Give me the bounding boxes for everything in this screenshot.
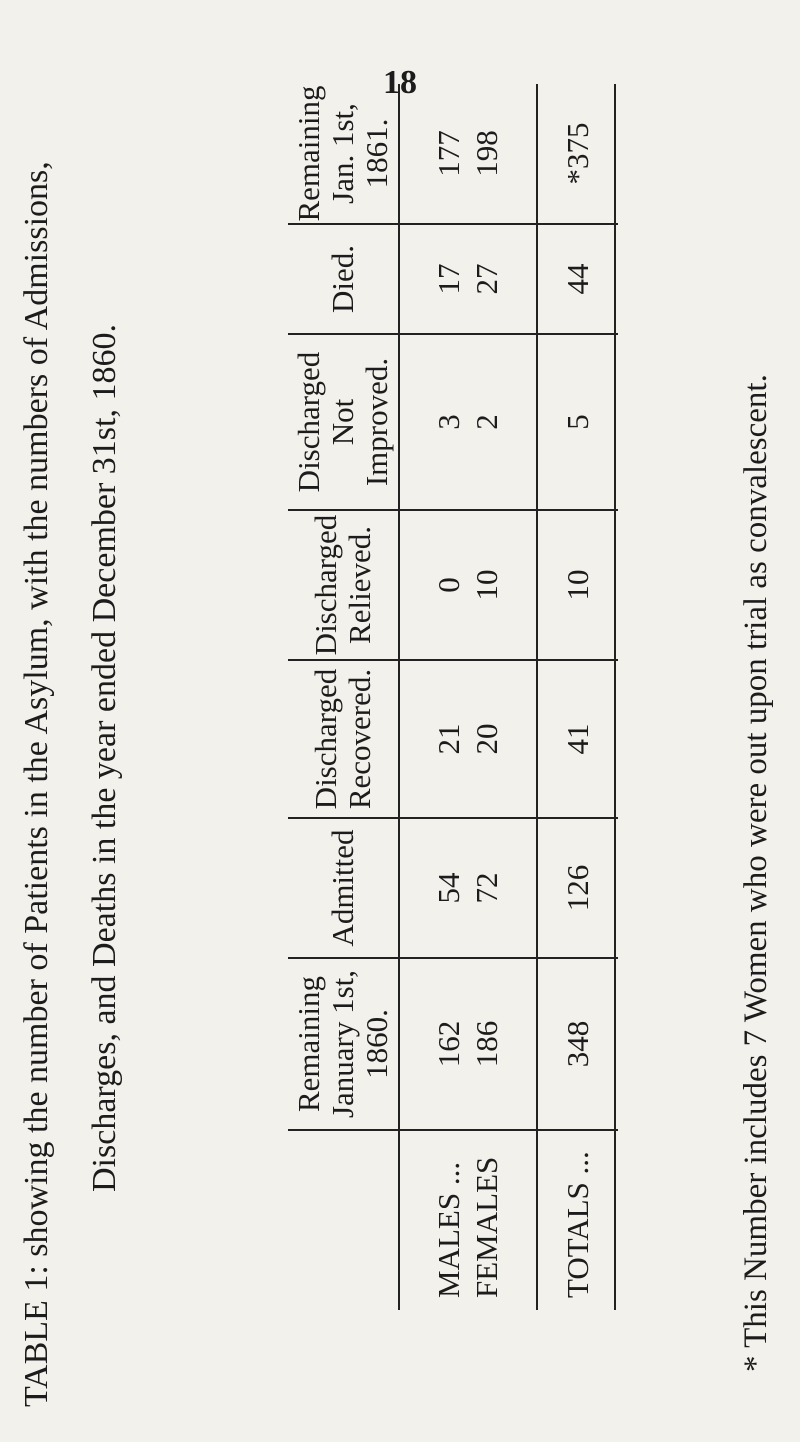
females-not-improved: 2 bbox=[469, 414, 504, 430]
females-remaining-1860: 186 bbox=[469, 1020, 504, 1068]
admitted-cell bbox=[399, 818, 537, 958]
recovered-cell bbox=[399, 660, 537, 818]
table-title: TABLE 1: showing the number of Patients in the Asylum, with the numbers of Admissions, bbox=[18, 161, 55, 1407]
males-died: 17 bbox=[431, 263, 466, 295]
row-label-totals: TOTALS ... bbox=[537, 1130, 618, 1310]
header-row bbox=[288, 84, 399, 1310]
males-remaining-1860: 162 bbox=[431, 1020, 466, 1068]
table-row-totals bbox=[537, 84, 618, 1310]
females-recovered: 20 bbox=[469, 723, 504, 755]
females-died: 27 bbox=[469, 263, 504, 295]
totals-remaining-1860: 348 bbox=[537, 958, 618, 1130]
patients-table bbox=[288, 84, 618, 1310]
header-discharged-not-improved: Discharged Not Improved. bbox=[288, 334, 399, 510]
row-labels-cell bbox=[399, 1130, 537, 1310]
males-not-improved: 3 bbox=[431, 414, 466, 430]
females-admitted: 72 bbox=[469, 872, 504, 904]
header-discharged-relieved: Discharged Relieved. bbox=[288, 510, 399, 660]
males-remaining-1861: 177 bbox=[431, 130, 466, 177]
relieved-cell bbox=[399, 510, 537, 660]
died-cell bbox=[399, 224, 537, 334]
males-recovered: 21 bbox=[431, 723, 466, 755]
header-remaining-1861: Remaining Jan. 1st, 1861. bbox=[288, 84, 399, 224]
table-row bbox=[399, 84, 537, 1310]
totals-relieved: 10 bbox=[537, 510, 618, 660]
totals-admitted: 126 bbox=[537, 818, 618, 958]
table-bottom-rule bbox=[614, 84, 616, 1310]
remaining-1860-cell bbox=[399, 958, 537, 1130]
totals-remaining-1861: *375 bbox=[537, 84, 618, 224]
totals-died: 44 bbox=[537, 224, 618, 334]
males-admitted: 54 bbox=[431, 872, 466, 904]
remaining-1861-cell bbox=[399, 84, 537, 224]
header-admitted: Admitted bbox=[288, 818, 399, 958]
females-remaining-1861: 198 bbox=[469, 130, 504, 177]
table-subtitle: Discharges, and Deaths in the year ended December 31st, 1860. bbox=[86, 324, 123, 1192]
females-relieved: 10 bbox=[469, 569, 504, 601]
footnote: * This Number includes 7 Women who were out upon trial as convalescent. bbox=[738, 374, 774, 1372]
header-blank bbox=[288, 1130, 399, 1310]
header-remaining-1860: Remaining January 1st, 1860. bbox=[288, 958, 399, 1130]
not-improved-cell bbox=[399, 334, 537, 510]
totals-not-improved: 5 bbox=[537, 334, 618, 510]
totals-recovered: 41 bbox=[537, 660, 618, 818]
page-number: 18 bbox=[383, 64, 417, 101]
row-label-females: FEMALES bbox=[469, 1156, 504, 1298]
males-relieved: 0 bbox=[431, 577, 466, 593]
header-died: Died. bbox=[288, 224, 399, 334]
row-label-males: MALES ... bbox=[431, 1161, 466, 1298]
header-discharged-recovered: Discharged Recovered. bbox=[288, 660, 399, 818]
